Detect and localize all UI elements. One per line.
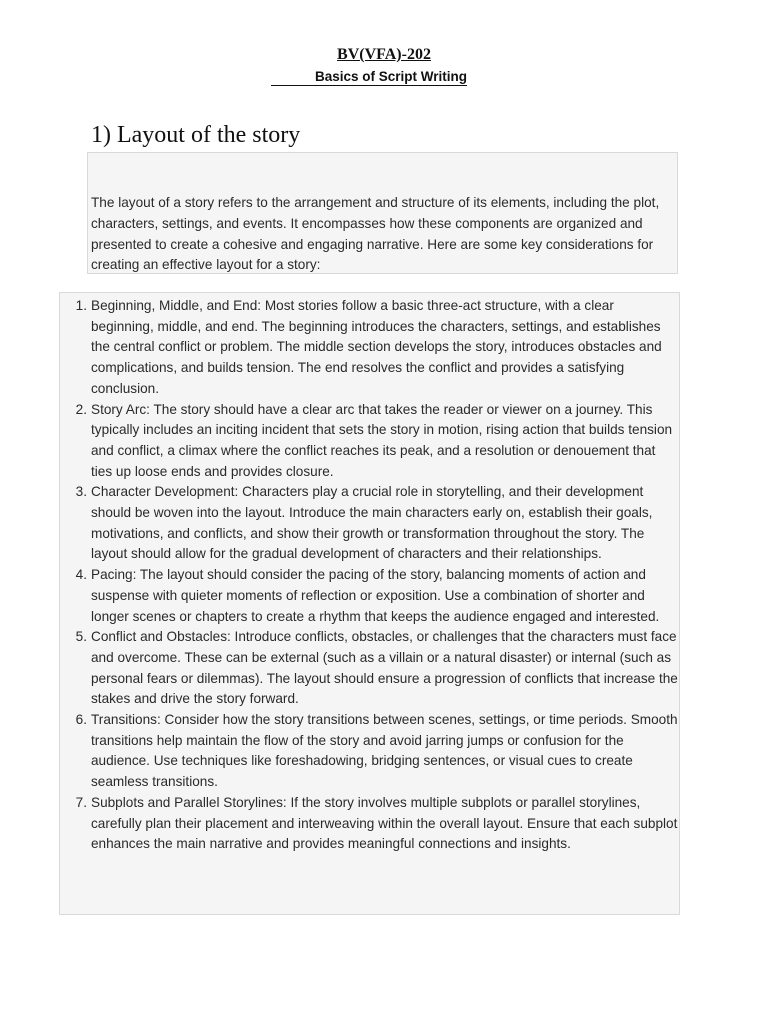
list-item-number: 3. bbox=[75, 484, 87, 500]
list-item-text: Beginning, Middle, and End: Most stories follow a basic three-act structure, with a clear beginning, middle, and end. The beginning introduces the characters, settings, and establishes the central conflict or problem. The middle section develops the story, introduces obstacles and complications, and builds tension. The end resolves the conflict and provides a satisfying conclusion. bbox=[91, 298, 662, 396]
list-item-number: 4. bbox=[75, 567, 87, 583]
intro-box bbox=[87, 152, 678, 274]
section-heading: 1) Layout of the story bbox=[91, 122, 301, 148]
course-code-text: BV(VFA)-202 bbox=[337, 46, 431, 63]
list-item bbox=[60, 565, 681, 627]
list-item bbox=[60, 627, 681, 710]
list-item bbox=[60, 400, 681, 483]
considerations-box bbox=[59, 292, 680, 915]
list-item-number: 2. bbox=[75, 401, 87, 417]
list-item-number: 1. bbox=[75, 298, 87, 313]
list-item bbox=[60, 296, 681, 400]
list-item-text: Transitions: Consider how the story transitions between scenes, settings, or time periods. Smooth transitions help maintain the flow of the story and avoid jarring jumps or confusion for the audience. Use techniques like foreshadowing, bridging sentences, or visual cues to create seamless transitions. bbox=[91, 712, 678, 790]
list-item bbox=[60, 710, 681, 793]
list-item-text: Conflict and Obstacles: Introduce conflicts, obstacles, or challenges that the characters must face and overcome. These can be external (such as a villain or a natural disaster) or internal (such as personal fears or dilemmas). The layout should ensure a progression of conflicts that increase the stakes and drive the story forward. bbox=[91, 629, 678, 707]
list-item bbox=[60, 482, 681, 565]
list-item-text: Story Arc: The story should have a clear arc that takes the reader or viewer on a journey. This typically includes an inciting incident that sets the story in motion, rising action that builds tension and conflict, a climax where the conflict reaches its peak, and a resolution or denouement that ties up loose ends and provides closure. bbox=[91, 401, 673, 479]
considerations-list bbox=[60, 296, 681, 855]
list-item-number: 6. bbox=[75, 712, 87, 728]
list-item-number: 7. bbox=[75, 794, 87, 810]
list-item-number: 5. bbox=[75, 629, 87, 645]
course-code bbox=[0, 46, 768, 64]
course-title: Basics of Script Writing bbox=[271, 69, 467, 86]
list-item-text: Subplots and Parallel Storylines: If the story involves multiple subplots or parallel storylines, carefully plan their placement and interweaving within the overall layout. Ensure that each subplot enhances the main narrative and provides meaningful connections and insights. bbox=[91, 794, 678, 852]
intro-paragraph: The layout of a story refers to the arrangement and structure of its elements, including the plot, characters, settings, and events. It encompasses how these components are organized and presented to create a cohesive and engaging narrative. Here are some key considerations for creating an effective layout for a story: bbox=[91, 195, 660, 273]
list-item-text: Character Development: Characters play a crucial role in storytelling, and their development should be woven into the layout. Introduce the main characters early on, establish their goals, motivations, and conflicts, and show their growth or transformation throughout the story. The layout should allow for the gradual development of characters and their relationships. bbox=[91, 484, 653, 562]
list-item-text: Pacing: The layout should consider the pacing of the story, balancing moments of action and suspense with quieter moments of reflection or exposition. Use a combination of shorter and longer scenes or chapters to create a rhythm that keeps the audience engaged and interested. bbox=[91, 567, 660, 624]
list-item bbox=[60, 793, 681, 855]
